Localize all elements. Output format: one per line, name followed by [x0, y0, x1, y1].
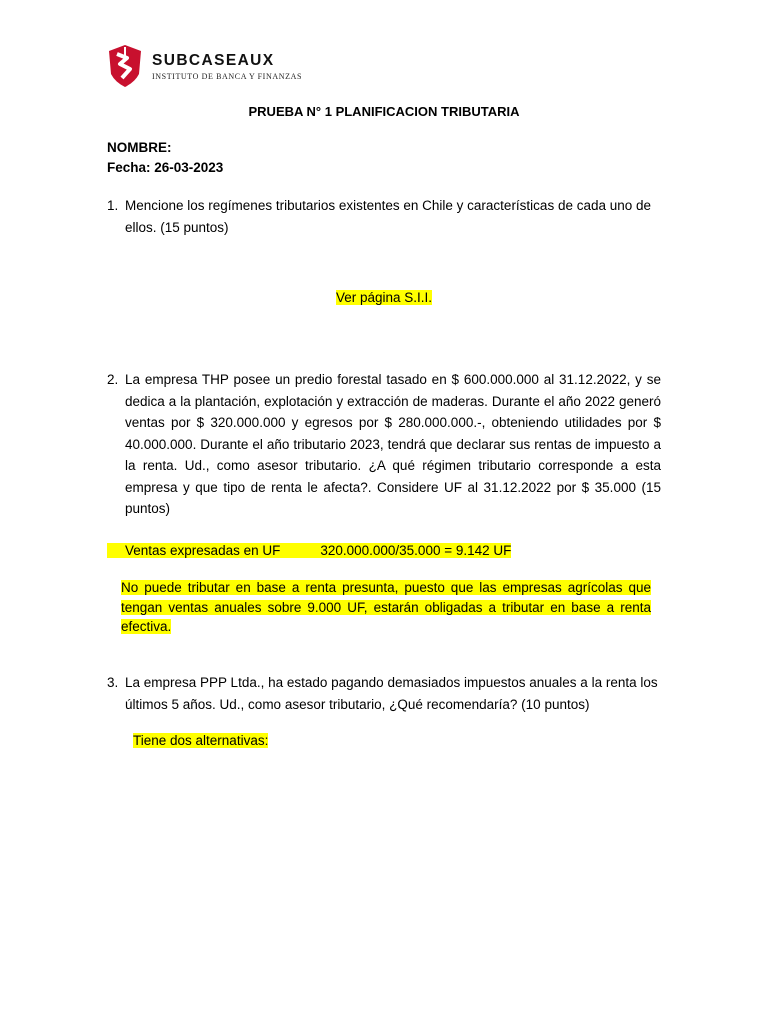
answer-1 — [336, 288, 432, 308]
question-number: 3. — [107, 675, 119, 690]
question-3 — [107, 672, 661, 715]
question-number: 2. — [107, 372, 119, 387]
subercaseaux-emblem-icon — [105, 44, 145, 88]
logo-subtitle-text: INSTITUTO DE BANCA Y FINANZAS — [152, 72, 302, 81]
answer-2-label: Ventas expresadas en UF — [107, 543, 320, 558]
document-title: PRUEBA N° 1 PLANIFICACION TRIBUTARIA — [248, 104, 520, 119]
answer-2-calc: 320.000.000/35.000 = 9.142 UF — [320, 543, 512, 558]
answer-3 — [133, 731, 268, 751]
logo-brand-text: SUBCASEAUX — [152, 52, 275, 69]
question-text: La empresa THP posee un predio forestal tasado en $ 600.000.000 al 31.12.2022, y se dedica a la plantación, explotación y extracción de maderas. Durante el año 2022 generó ventas por $ 320.000.000 y egresos por $ 280.000.000.-, obteniendo utilidades por $ 40.000.000. Durante el año tributario 2023, tendrá que declarar sus rentas de impuesto a la renta. Ud., como asesor tributario. ¿A qué régimen tributario corresponde a esta empresa y que tipo de renta le afecta?. Considere UF al 31.12.2022 por $ 35.000 (15 puntos) — [125, 372, 661, 516]
question-2 — [107, 369, 661, 520]
answer-1-text: Ver página S.I.I. — [336, 290, 433, 305]
answer-2-explanation — [121, 578, 651, 637]
nombre-field-label: NOMBRE: — [107, 140, 172, 155]
question-text: Mencione los regímenes tributarios existentes en Chile y características de cada uno de ellos. (15 puntos) — [125, 198, 652, 235]
fecha-field: Fecha: 26-03-2023 — [107, 160, 224, 175]
answer-2-text: No puede tributar en base a renta presunta, puesto que las empresas agrícolas que tengan ventas anuales sobre 9.000 UF, estarán obligadas a tributar en base a renta efectiva. — [121, 580, 651, 634]
answer-2-calculation — [107, 541, 511, 561]
question-text: La empresa PPP Ltda., ha estado pagando demasiados impuestos anuales a la renta los últimos 5 años. Ud., como asesor tributario, ¿Qué recomendaría? (10 puntos) — [125, 675, 658, 712]
institution-logo — [105, 44, 305, 92]
question-number: 1. — [107, 198, 119, 213]
answer-3-text: Tiene dos alternativas: — [133, 733, 269, 748]
question-1 — [107, 195, 661, 238]
